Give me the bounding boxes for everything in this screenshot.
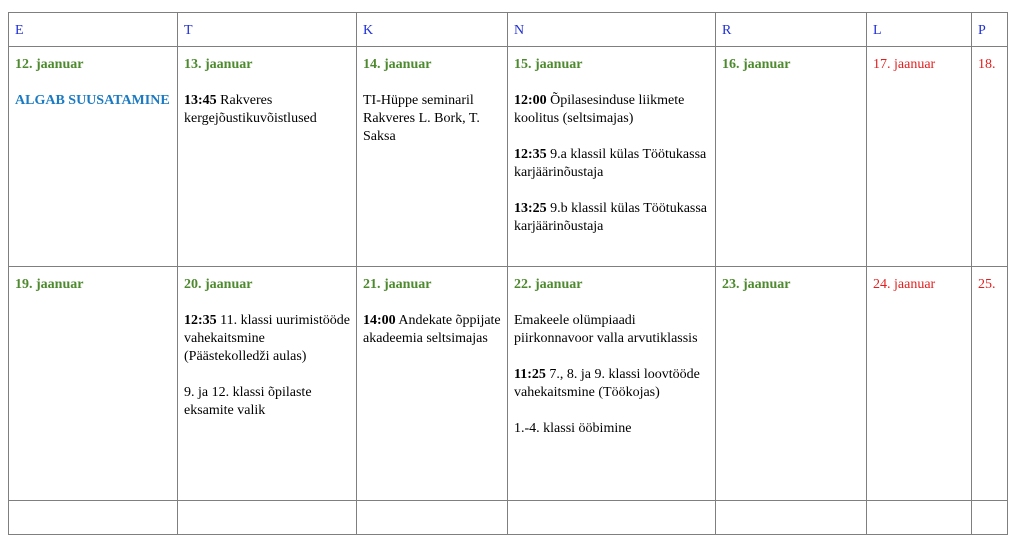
event: [514, 146, 709, 182]
event-text: 9. ja 12. klassi õpilaste eksamite valik: [184, 385, 312, 418]
event-time: 12:35: [514, 147, 547, 162]
header-sunday: P: [972, 13, 1008, 47]
day-cell: [716, 267, 867, 501]
day-cell: [9, 267, 178, 501]
event-time: 11:25: [514, 367, 546, 382]
date-label: 16. jaanuar: [722, 57, 791, 72]
empty-cell: [867, 501, 972, 535]
date-label: 21. jaanuar: [363, 277, 432, 292]
event-text: 11. klassi uurimistööde vahekaitsmine (Päästekolledži aulas): [184, 313, 350, 364]
empty-cell: [972, 501, 1008, 535]
header-thursday: N: [508, 13, 716, 47]
event-text: Õpilasesinduse liikmete koolitus (seltsimajas): [514, 93, 685, 126]
event: [363, 92, 501, 146]
empty-cell: [716, 501, 867, 535]
date-label: 15. jaanuar: [514, 57, 583, 72]
header-wednesday: K: [357, 13, 508, 47]
day-cell: [178, 47, 357, 267]
empty-row: [9, 501, 1008, 535]
event-time: 14:00: [363, 313, 396, 328]
event: [514, 420, 709, 438]
day-cell: [357, 267, 508, 501]
date-label: 13. jaanuar: [184, 57, 253, 72]
date-label: 17. jaanuar: [873, 57, 936, 72]
empty-cell: [357, 501, 508, 535]
highlight-text: ALGAB SUUSATAMINE: [15, 93, 170, 108]
event: [184, 92, 350, 128]
event-text: 1.-4. klassi ööbimine: [514, 421, 632, 436]
header-friday: R: [716, 13, 867, 47]
date-label: 18.: [978, 57, 996, 72]
event-text: 9.b klassil külas Töötukassa karjäärinõustaja: [514, 201, 708, 234]
header-tuesday: T: [178, 13, 357, 47]
day-cell: [972, 267, 1008, 501]
date-label: 20. jaanuar: [184, 277, 253, 292]
event: [514, 312, 709, 348]
date-label: 23. jaanuar: [722, 277, 791, 292]
empty-cell: [9, 501, 178, 535]
day-cell: [972, 47, 1008, 267]
date-label: 25.: [978, 277, 996, 292]
empty-cell: [178, 501, 357, 535]
day-cell: [357, 47, 508, 267]
header-saturday: L: [867, 13, 972, 47]
calendar-table: [8, 12, 1008, 535]
header-monday: E: [9, 13, 178, 47]
day-cell: [508, 47, 716, 267]
date-label: 14. jaanuar: [363, 57, 432, 72]
date-label: 19. jaanuar: [15, 277, 84, 292]
date-label: 12. jaanuar: [15, 57, 84, 72]
event: [184, 312, 350, 366]
event-time: 13:25: [514, 201, 547, 216]
week-row: [9, 47, 1008, 267]
event: [514, 366, 709, 402]
event-text: Andekate õppijate akadeemia seltsimajas: [363, 313, 501, 346]
event-text: 9.a klassil külas Töötukassa karjäärinõustaja: [514, 147, 707, 180]
empty-cell: [508, 501, 716, 535]
date-label: 22. jaanuar: [514, 277, 583, 292]
day-cell: [9, 47, 178, 267]
day-cell: [867, 47, 972, 267]
date-label: 24. jaanuar: [873, 277, 936, 292]
event: [514, 92, 709, 128]
weekday-header-row: [9, 13, 1008, 47]
event: [514, 200, 709, 236]
event: [363, 312, 501, 348]
event-time: 12:00: [514, 93, 547, 108]
day-cell: [867, 267, 972, 501]
event-text: 7., 8. ja 9. klassi loovtööde vahekaitsmine (Töökojas): [514, 367, 700, 400]
day-cell: [508, 267, 716, 501]
week-row: [9, 267, 1008, 501]
event-text: Rakveres kergejõustikuvõistlused: [184, 93, 317, 126]
day-cell: [178, 267, 357, 501]
event-text: Emakeele olümpiaadi piirkonnavoor valla arvutiklassis: [514, 313, 698, 346]
day-cell: [716, 47, 867, 267]
event-time: 13:45: [184, 93, 217, 108]
event-text: TI-Hüppe seminaril Rakveres L. Bork, T. Saksa: [363, 93, 480, 144]
event-time: 12:35: [184, 313, 217, 328]
event: [184, 384, 350, 420]
